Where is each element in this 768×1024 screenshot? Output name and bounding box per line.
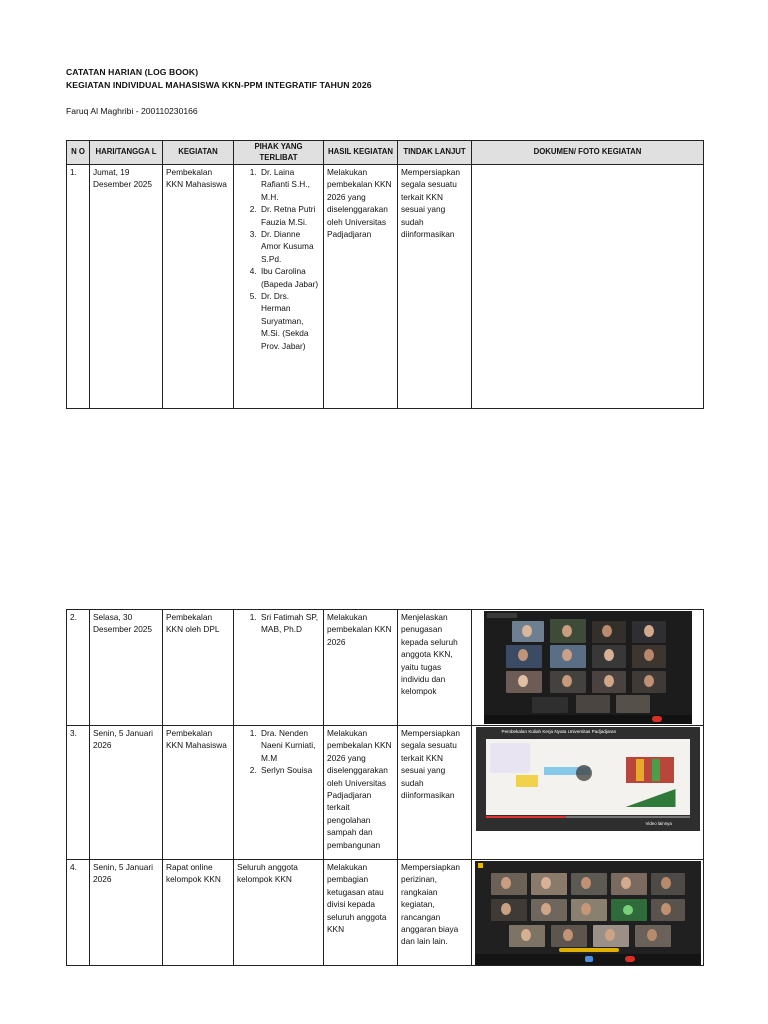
table-row: [67, 165, 704, 409]
list-item: 2. Dr. Retna Putri Fauzia M.Si.: [259, 203, 320, 228]
row-documents: [472, 860, 704, 966]
row-date: Jumat, 19 Desember 2025: [90, 165, 163, 409]
parties-list: [237, 166, 320, 352]
list-item: 1. Sri Fatimah SP, MAB, Ph.D: [259, 611, 320, 636]
meeting-screenshot-2: [475, 861, 701, 965]
row-parties: [234, 165, 324, 409]
row-no: 3.: [67, 726, 90, 860]
doc-title-line2: KEGIATAN INDIVIDUAL MAHASISWA KKN-PPM INTEGRATIF TAHUN 2026: [66, 80, 372, 90]
logbook-table-page2: [66, 609, 704, 966]
grid-icon: [487, 613, 517, 618]
end-call-icon: [625, 956, 635, 962]
header-activity: KEGIATAN: [163, 141, 234, 165]
parties-list: [237, 611, 320, 636]
parties-list: [237, 727, 320, 777]
table-row: [67, 610, 704, 726]
row-date: Selasa, 30 Desember 2025: [90, 610, 163, 726]
row-parties: [234, 610, 324, 726]
row-documents: [472, 726, 704, 860]
row-followup: Mempersiapkan segala sesuatu terkait KKN sesuai yang sudah diinformasikan: [398, 726, 472, 860]
progress-fill: [486, 816, 566, 818]
row-parties: [234, 726, 324, 860]
row-no: 4.: [67, 860, 90, 966]
end-call-icon: [652, 716, 662, 722]
header-date: HARI/TANGGA L: [90, 141, 163, 165]
row-activity: Rapat online kelompok KKN: [163, 860, 234, 966]
row-activity: Pembekalan KKN Mahasiswa: [163, 165, 234, 409]
list-item: 1. Dra. Nenden Naeni Kurniati, M.M: [259, 727, 320, 764]
reactions-bar: [559, 948, 619, 952]
video-label: Video lainnya: [645, 821, 672, 826]
header-result: HASIL KEGIATAN: [324, 141, 398, 165]
header-parties: PIHAK YANG TERLIBAT: [234, 141, 324, 165]
list-item: 1. Dr. Laina Rafianti S.H., M.H.: [259, 166, 320, 203]
table-row: [67, 860, 704, 966]
table-header-row: [67, 141, 704, 165]
meeting-screenshot-1: [484, 611, 692, 724]
row-result: Melakukan pembagian ketugasan atau divisi kepada seluruh anggota KKN: [324, 860, 398, 966]
doc-title-line1: CATATAN HARIAN (LOG BOOK): [66, 67, 199, 77]
meeting-badge-icon: [478, 863, 483, 868]
list-item: 3. Dr. Dianne Amor Kusuma S.Pd.: [259, 228, 320, 265]
row-result: Melakukan pembekalan KKN 2026: [324, 610, 398, 726]
table-row: [67, 726, 704, 860]
video-title: Pembekalan Kuliah Kerja Nyata Universitas Padjadjaran: [501, 729, 617, 734]
row-activity: Pembekalan KKN Mahasiswa: [163, 726, 234, 860]
header-followup: TINDAK LANJUT: [398, 141, 472, 165]
logbook-table-page1: [66, 140, 704, 409]
author-name: Faruq Al Maghribi - 200110230166: [66, 106, 198, 116]
row-documents: [472, 165, 704, 409]
video-screenshot: [476, 727, 700, 831]
row-date: Senin, 5 Januari 2026: [90, 860, 163, 966]
row-followup: Mempersiapkan segala sesuatu terkait KKN sesuai yang sudah diinformasikan: [398, 165, 472, 409]
row-parties: Seluruh anggota kelompok KKN: [234, 860, 324, 966]
header-documents: DOKUMEN/ FOTO KEGIATAN: [472, 141, 704, 165]
row-result: Melakukan pembekalan KKN 2026 yang diselenggarakan oleh Universitas Padjadjaran: [324, 165, 398, 409]
row-followup: Menjelaskan penugasan kepada seluruh anggota KKN, yaitu tugas individu dan kelompok: [398, 610, 472, 726]
row-result: Melakukan pembekalan KKN 2026 yang diselenggarakan oleh Universitas Padjadjaran terkait pengolahan sampah dan pembangunan: [324, 726, 398, 860]
row-no: 2.: [67, 610, 90, 726]
row-documents: [472, 610, 704, 726]
header-no: N O: [67, 141, 90, 165]
list-item: 2. Serlyn Souisa: [259, 764, 320, 776]
list-item: 4. Ibu Carolina (Bapeda Jabar): [259, 265, 320, 290]
play-icon: [576, 765, 592, 781]
row-no: 1.: [67, 165, 90, 409]
row-activity: Pembekalan KKN oleh DPL: [163, 610, 234, 726]
list-item: 5. Dr. Drs. Herman Suryatman, M.Si. (Sekda Prov. Jabar): [259, 290, 320, 352]
row-date: Senin, 5 Januari 2026: [90, 726, 163, 860]
share-icon: [585, 956, 593, 962]
row-followup: Mempersiapkan perizinan, rangkaian kegiatan, rancangan anggaran biaya dan lain lain.: [398, 860, 472, 966]
